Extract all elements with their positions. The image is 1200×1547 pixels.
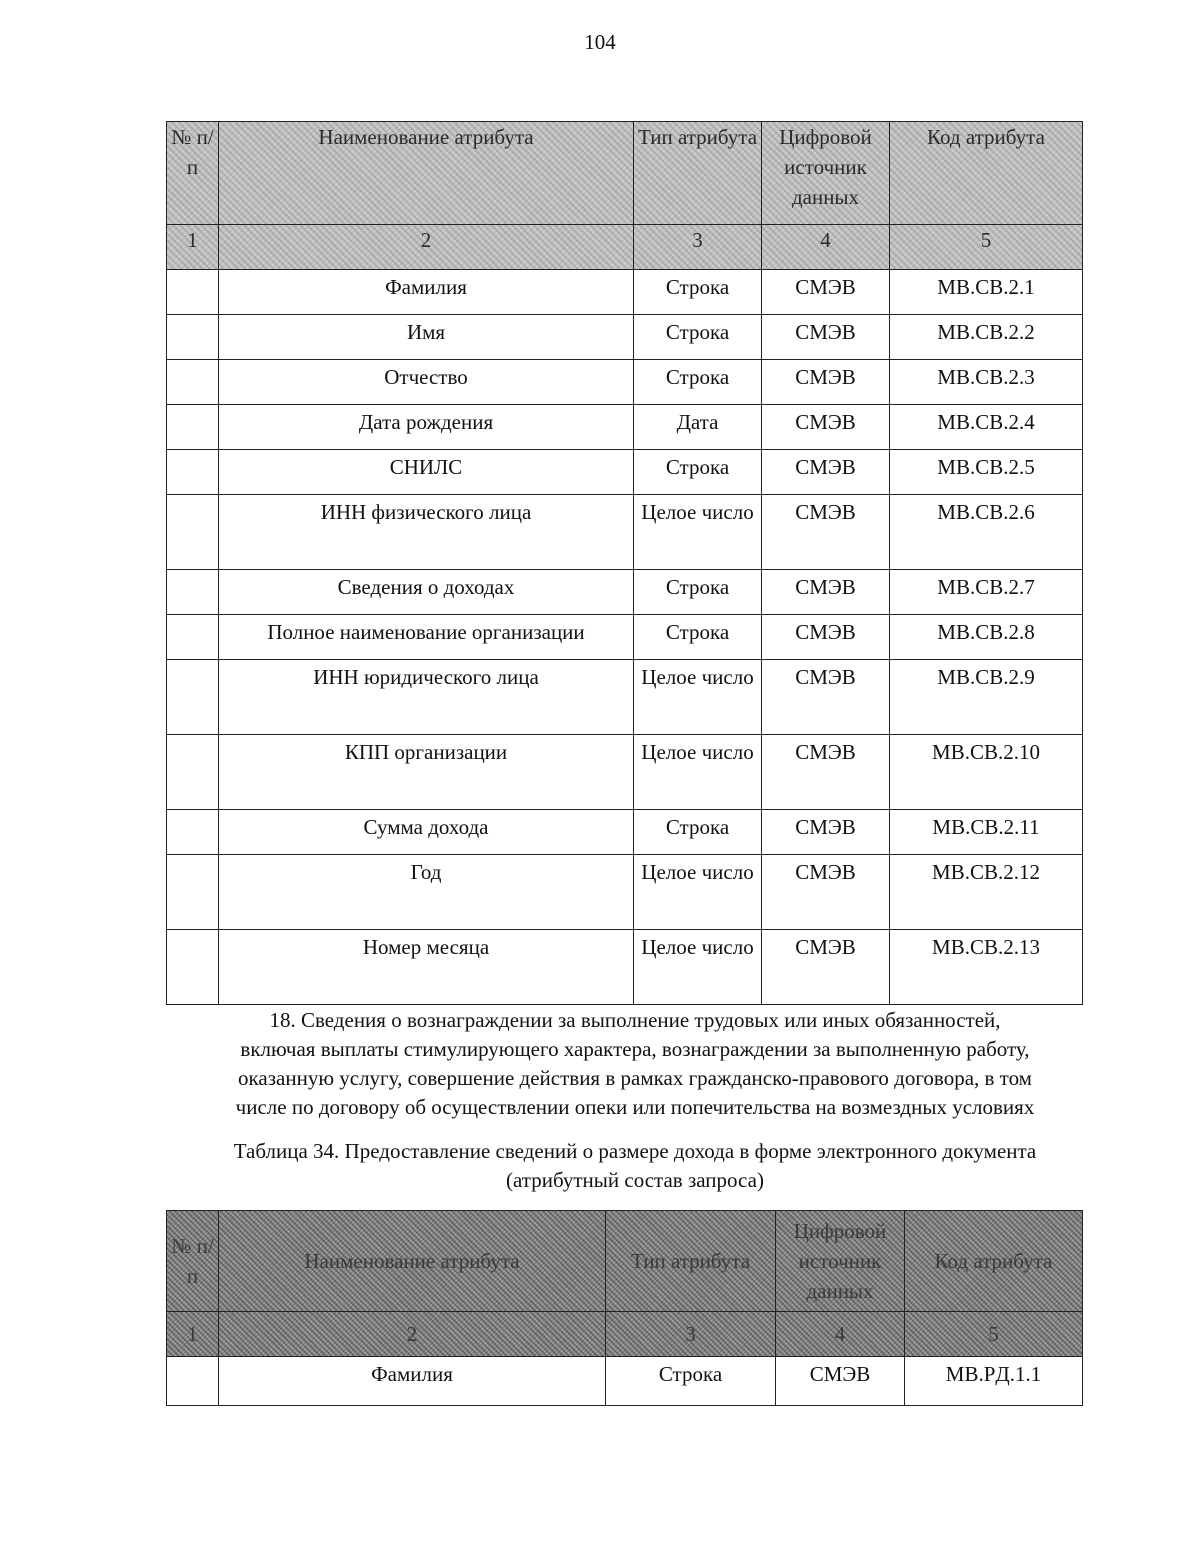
cell-name: ИНН физического лица bbox=[219, 495, 634, 570]
header-cell-type: Тип атрибута bbox=[634, 122, 762, 225]
header-cell-type: Тип атрибута bbox=[606, 1211, 776, 1312]
cell-source: СМЭВ bbox=[762, 930, 890, 1005]
cell-code: MB.CB.2.7 bbox=[890, 570, 1083, 615]
cell-type: Строка bbox=[634, 810, 762, 855]
cell-name: Год bbox=[219, 855, 634, 930]
cell-code: MB.CB.2.1 bbox=[890, 270, 1083, 315]
page-number: 104 bbox=[584, 30, 616, 54]
cell-number bbox=[167, 1357, 219, 1406]
cell-type: Дата bbox=[634, 405, 762, 450]
table-row bbox=[167, 1357, 1083, 1406]
caption-line: (атрибутный состав запроса) bbox=[506, 1168, 764, 1192]
cell-number bbox=[167, 930, 219, 1005]
attribute-table-1 bbox=[166, 121, 1083, 1005]
header-cell-source: Цифровой источник данных bbox=[776, 1211, 905, 1312]
cell-type: Строка bbox=[634, 315, 762, 360]
paragraph-line: 18. Сведения о вознаграждении за выполнение трудовых или иных обязанностей, bbox=[269, 1008, 1001, 1032]
cell-type: Строка bbox=[634, 570, 762, 615]
cell-source: СМЭВ bbox=[762, 495, 890, 570]
column-number-3: 3 bbox=[634, 225, 762, 270]
cell-number bbox=[167, 735, 219, 810]
header-cell-source: Цифровой источник данных bbox=[762, 122, 890, 225]
table-header-row bbox=[167, 1211, 1083, 1312]
cell-number bbox=[167, 660, 219, 735]
cell-code: MB.CB.2.12 bbox=[890, 855, 1083, 930]
table-row bbox=[167, 615, 1083, 660]
cell-type: Целое число bbox=[634, 660, 762, 735]
paragraph-line: оказанную услугу, совершение действия в рамках гражданско-правового договора, в том bbox=[238, 1066, 1032, 1090]
cell-code: MB.CB.2.2 bbox=[890, 315, 1083, 360]
cell-code: MB.CB.2.6 bbox=[890, 495, 1083, 570]
cell-source: СМЭВ bbox=[762, 315, 890, 360]
cell-code: MB.CB.2.3 bbox=[890, 360, 1083, 405]
table-row bbox=[167, 735, 1083, 810]
table-row bbox=[167, 660, 1083, 735]
cell-code: MB.CB.2.10 bbox=[890, 735, 1083, 810]
column-number-4: 4 bbox=[776, 1312, 905, 1357]
header-cell-number: № п/ п bbox=[167, 1211, 219, 1312]
section-18-paragraph bbox=[150, 1006, 1120, 1122]
table-column-number-row bbox=[167, 225, 1083, 270]
cell-number bbox=[167, 495, 219, 570]
cell-type: Целое число bbox=[634, 495, 762, 570]
cell-source: СМЭВ bbox=[762, 450, 890, 495]
table-row bbox=[167, 270, 1083, 315]
column-number-2: 2 bbox=[219, 1312, 606, 1357]
cell-code: MB.CB.2.9 bbox=[890, 660, 1083, 735]
cell-name: Номер месяца bbox=[219, 930, 634, 1005]
cell-code: MB.CB.2.4 bbox=[890, 405, 1083, 450]
cell-name: Полное наименование организации bbox=[219, 615, 634, 660]
cell-number bbox=[167, 615, 219, 660]
cell-number bbox=[167, 810, 219, 855]
table-row bbox=[167, 570, 1083, 615]
cell-source: СМЭВ bbox=[762, 660, 890, 735]
table-column-number-row bbox=[167, 1312, 1083, 1357]
column-number-5: 5 bbox=[890, 225, 1083, 270]
table-row bbox=[167, 360, 1083, 405]
column-number-2: 2 bbox=[219, 225, 634, 270]
attribute-table-34 bbox=[166, 1210, 1083, 1406]
cell-name: Сумма дохода bbox=[219, 810, 634, 855]
cell-name: Фамилия bbox=[219, 1357, 606, 1406]
cell-type: Строка bbox=[606, 1357, 776, 1406]
cell-source: СМЭВ bbox=[762, 570, 890, 615]
table-row bbox=[167, 450, 1083, 495]
cell-number bbox=[167, 405, 219, 450]
table-row bbox=[167, 405, 1083, 450]
cell-source: СМЭВ bbox=[776, 1357, 905, 1406]
cell-name: ИНН юридического лица bbox=[219, 660, 634, 735]
cell-code: MB.CB.2.11 bbox=[890, 810, 1083, 855]
column-number-4: 4 bbox=[762, 225, 890, 270]
header-cell-number: № п/ п bbox=[167, 122, 219, 225]
cell-number bbox=[167, 315, 219, 360]
cell-type: Целое число bbox=[634, 855, 762, 930]
cell-number bbox=[167, 450, 219, 495]
cell-source: СМЭВ bbox=[762, 735, 890, 810]
table-row bbox=[167, 315, 1083, 360]
table-row bbox=[167, 855, 1083, 930]
header-cell-code: Код атрибута bbox=[905, 1211, 1083, 1312]
cell-name: Отчество bbox=[219, 360, 634, 405]
header-cell-name: Наименование атрибута bbox=[219, 122, 634, 225]
cell-number bbox=[167, 360, 219, 405]
cell-code: MB.PД.1.1 bbox=[905, 1357, 1083, 1406]
cell-name: СНИЛС bbox=[219, 450, 634, 495]
cell-number bbox=[167, 855, 219, 930]
table-row bbox=[167, 495, 1083, 570]
cell-type: Строка bbox=[634, 270, 762, 315]
cell-number bbox=[167, 570, 219, 615]
cell-source: СМЭВ bbox=[762, 615, 890, 660]
cell-code: MB.CB.2.13 bbox=[890, 930, 1083, 1005]
column-number-3: 3 bbox=[606, 1312, 776, 1357]
cell-source: СМЭВ bbox=[762, 810, 890, 855]
table-row bbox=[167, 930, 1083, 1005]
cell-code: MB.CB.2.5 bbox=[890, 450, 1083, 495]
cell-type: Строка bbox=[634, 615, 762, 660]
table-row bbox=[167, 810, 1083, 855]
paragraph-line: числе по договору об осуществлении опеки или попечительства на возмездных условиях bbox=[235, 1095, 1035, 1119]
cell-name: Сведения о доходах bbox=[219, 570, 634, 615]
table-caption bbox=[150, 1137, 1120, 1195]
column-number-1: 1 bbox=[167, 1312, 219, 1357]
column-number-1: 1 bbox=[167, 225, 219, 270]
cell-type: Целое число bbox=[634, 735, 762, 810]
column-number-5: 5 bbox=[905, 1312, 1083, 1357]
cell-type: Целое число bbox=[634, 930, 762, 1005]
paragraph-line: включая выплаты стимулирующего характера, вознаграждении за выполненную работу, bbox=[240, 1037, 1030, 1061]
cell-source: СМЭВ bbox=[762, 855, 890, 930]
caption-line: Таблица 34. Предоставление сведений о размере дохода в форме электронного документа bbox=[233, 1139, 1037, 1163]
cell-number bbox=[167, 270, 219, 315]
cell-name: Фамилия bbox=[219, 270, 634, 315]
cell-type: Строка bbox=[634, 360, 762, 405]
cell-type: Строка bbox=[634, 450, 762, 495]
cell-source: СМЭВ bbox=[762, 360, 890, 405]
cell-source: СМЭВ bbox=[762, 270, 890, 315]
cell-source: СМЭВ bbox=[762, 405, 890, 450]
cell-name: Имя bbox=[219, 315, 634, 360]
cell-name: КПП организации bbox=[219, 735, 634, 810]
cell-code: MB.CB.2.8 bbox=[890, 615, 1083, 660]
header-cell-name: Наименование атрибута bbox=[219, 1211, 606, 1312]
table-header-row bbox=[167, 122, 1083, 225]
header-cell-code: Код атрибута bbox=[890, 122, 1083, 225]
cell-name: Дата рождения bbox=[219, 405, 634, 450]
